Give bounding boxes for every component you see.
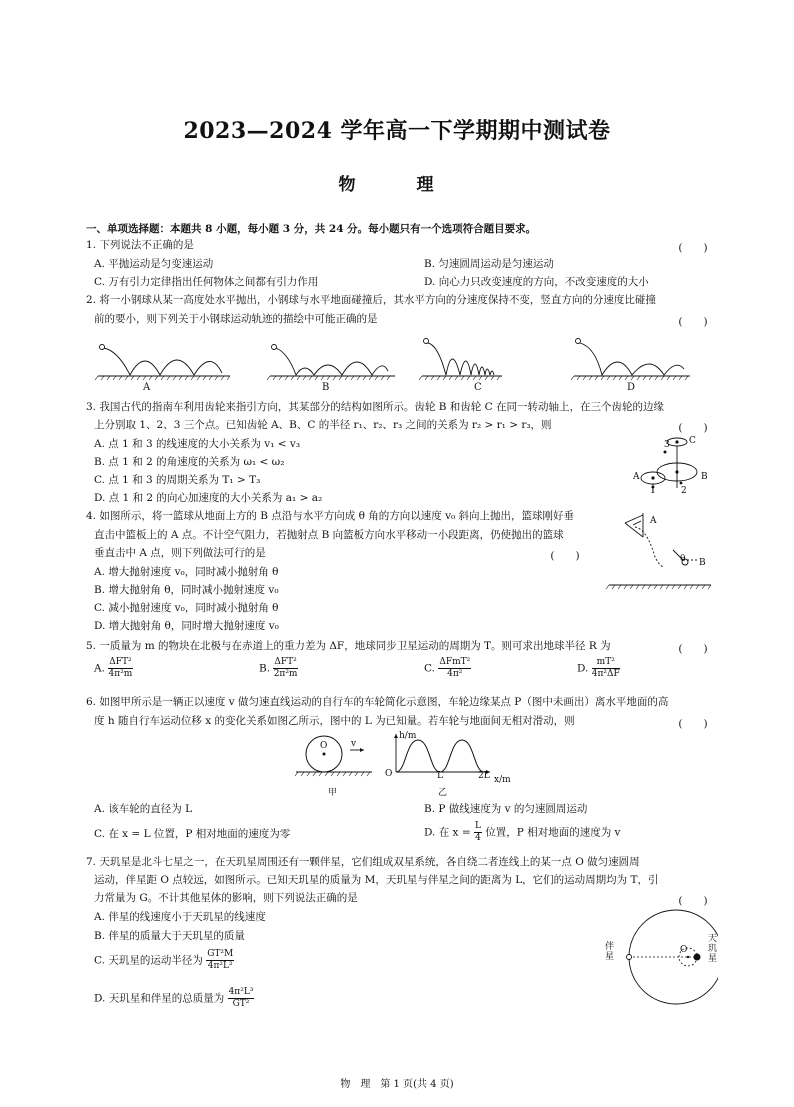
q4-basketball-figure [603, 505, 713, 595]
q3-fig-label-1: 1 [650, 486, 656, 496]
q7-option-a: A. 伴星的线速度小于天玑星的线速度 [94, 911, 266, 923]
q6-graph-label-x: x/m [494, 775, 511, 785]
q7-answer-paren: ( ) [678, 895, 708, 907]
q6-answer-paren: ( ) [678, 718, 708, 730]
q7-fig-label-dubhe: 天玑星 [708, 934, 718, 964]
q2-stem-line1: 2. 将一小钢球从某一高度处水平抛出，小钢球与水平地面碰撞后，其水平方向的分速度保持不变，竖直方向的分速度比碰撞 [86, 294, 656, 306]
q6-graph-label-h: h/m [399, 731, 417, 741]
exam-title: 2023—2024 学年高一下学期期中测试卷 [183, 118, 611, 144]
q1-option-b: B. 匀速圆周运动是匀速运动 [424, 258, 554, 270]
page-footer: 物 理 第 1 页(共 4 页) [340, 1079, 454, 1090]
subject-title: 物 理 [338, 175, 456, 195]
q3-stem-line1: 3. 我国古代的指南车利用齿轮来指引方向，其某部分的结构如图所示。齿轮 B 和齿轮 C 在同一转动轴上，在三个齿轮的边缘 [86, 401, 664, 413]
q2-answer-paren: ( ) [678, 316, 708, 328]
q5-stem: 5. 一质量为 m 的物块在北极与在赤道上的重力差为 ΔF，地球同步卫星运动的周期为 T。则可求出地球半径 R 为 [86, 640, 611, 652]
q3-answer-paren: ( ) [678, 422, 708, 434]
q3-fig-label-3: 3 [664, 440, 670, 450]
q1-stem: 1. 下列说法不正确的是 [86, 239, 194, 251]
q3-option-a: A. 点 1 和 3 的线速度的大小关系为 v₁ < v₃ [94, 438, 301, 450]
q2-stem-line2: 前的要小，则下列关于小钢球运动轨迹的描绘中可能正确的是 [94, 313, 378, 325]
q6-stem-line1: 6. 如图甲所示是一辆正以速度 v 做匀速直线运动的自行车的车轮简化示意图，车轮边缘某点 P（图中未画出）离水平地面的高 [86, 696, 669, 708]
q6-graph-label-2l: 2L [478, 771, 490, 781]
q7-stem-line1: 7. 天玑星是北斗七星之一，在天玑星周围还有一颗伴星，它们组成双星系统，各自绕二者连线上的某一点 O 做匀速圆周 [86, 856, 640, 868]
q2-label-b: B [322, 382, 330, 393]
q3-stem-line2: 上分别取 1、2、3 三个点。已知齿轮 A、B、C 的半径 r₁、r₂、r₃ 之间的关系为 r₂ > r₁ > r₃，则 [94, 419, 552, 431]
q3-option-b: B. 点 1 和 2 的角速度的关系为 ω₁ < ω₂ [94, 456, 285, 468]
q2-label-d: D [627, 382, 636, 393]
q5-option-b: B. $\frac{\text{ΔFT²}}{\text{2π²m}}$ [259, 657, 298, 679]
q7-option-b: B. 伴星的质量大于天玑星的质量 [94, 930, 245, 942]
q3-fig-label-b: B [701, 472, 708, 482]
q5-option-d: D. $\frac{\text{mT²}}{\text{4π²ΔF}}$ [577, 657, 620, 679]
q3-gear-figure [625, 430, 720, 500]
q4-stem-line2: 直击中篮板上的 A 点。不计空气阻力，若抛射点 B 向篮板方向水平移动一小段距离，仍使抛出的篮球 [94, 529, 564, 541]
q6-graph-label-l: L [437, 771, 443, 781]
q4-option-d: D. 增大抛射角 θ，同时增大抛射速度 v₀ [94, 620, 279, 632]
q4-option-b: B. 增大抛射角 θ，同时减小抛射速度 v₀ [94, 584, 279, 596]
q7-fig-label-companion: 伴星 [605, 942, 615, 962]
q4-option-c: C. 减小抛射速度 v₀，同时减小抛射角 θ [94, 602, 279, 614]
q6-option-c: C. 在 x = L 位置，P 相对地面的速度为零 [94, 828, 291, 840]
q1-option-c: C. 万有引力定律指出任何物体之间都有引力作用 [94, 276, 319, 288]
q6-stem-line2: 度 h 随自行车运动位移 x 的变化关系如图乙所示，图中的 L 为已知量。若车轮与地面间无相对滑动，则 [94, 715, 575, 727]
q3-option-d: D. 点 1 和 2 的向心加速度的大小关系为 a₁ > a₂ [94, 492, 323, 504]
q6-graph-label-origin: O [385, 769, 393, 779]
q6-fig-label-o: O [320, 741, 328, 751]
q6-wheel-figure [294, 734, 374, 779]
q4-stem-line3: 垂直击中 A 点，则下列做法可行的是 [94, 547, 266, 559]
q6-fig-label-yi: 乙 [438, 788, 448, 798]
q6-option-d: D. 在 x = $\frac{L}{4}$ 位置，P 相对地面的速度为 v [424, 821, 621, 843]
q3-fig-label-a: A [633, 472, 640, 482]
q6-option-a: A. 该车轮的直径为 L [94, 803, 193, 815]
q4-answer-paren: ( ) [550, 550, 580, 562]
q5-option-c: C. $\frac{\text{ΔFmT²}}{\text{4π²}}$ [424, 657, 471, 679]
q1-option-d: D. 向心力只改变速度的方向，不改变速度的大小 [424, 276, 649, 288]
q2-label-a: A [143, 382, 151, 393]
q6-fig-label-jia: 甲 [328, 788, 338, 798]
q7-stem-line3: 力常量为 G。不计其他星体的影响，则下列说法正确的是 [94, 892, 358, 904]
q3-option-c: C. 点 1 和 3 的周期关系为 T₁ > T₃ [94, 474, 261, 486]
q3-fig-label-c: C [689, 436, 696, 446]
q2-trajectory-figures [90, 333, 690, 383]
section-heading: 一、单项选择题：本题共 8 小题，每小题 3 分，共 24 分。每小题只有一个选项符合题目要求。 [86, 223, 537, 235]
q4-stem-line1: 4. 如图所示，将一篮球从地面上方的 B 点沿与水平方向成 θ 角的方向以速度 v₀ 斜向上抛出，篮球刚好垂 [86, 510, 575, 522]
q1-option-a: A. 平抛运动是匀变速运动 [94, 258, 214, 270]
q5-option-a: A. $\frac{\text{ΔFT²}}{\text{4π²m}}$ [94, 657, 133, 679]
q3-fig-label-2: 2 [681, 486, 687, 496]
q5-answer-paren: ( ) [678, 643, 708, 655]
q6-option-b: B. P 做线速度为 v 的匀速圆周运动 [424, 803, 588, 815]
q7-binary-star-figure [612, 904, 718, 1010]
q2-label-c: C [474, 382, 482, 393]
q4-fig-label-a: A [650, 516, 657, 526]
q7-fig-label-o: O [680, 945, 688, 955]
q1-answer-paren: ( ) [678, 242, 708, 254]
q7-stem-line2: 运动，伴星距 O 点较远，如图所示。已知天玑星的质量为 M，天玑星与伴星之间的距离为 L，它们的运动周期均为 T，引 [94, 874, 659, 886]
q4-option-a: A. 增大抛射速度 v₀，同时减小抛射角 θ [94, 566, 279, 578]
q4-fig-label-theta: θ [680, 554, 686, 564]
q7-option-d: D. 天玑星和伴星的总质量为 $\frac{\text{4π²L³}}{\text{GT²}}$ [94, 987, 254, 1009]
q7-option-c: C. 天玑星的运动半径为 $\frac{\text{GT²M}}{\text{4π²L²}}$ [94, 949, 234, 971]
q6-fig-label-v: v [351, 739, 357, 749]
q4-fig-label-b: B [699, 558, 706, 568]
